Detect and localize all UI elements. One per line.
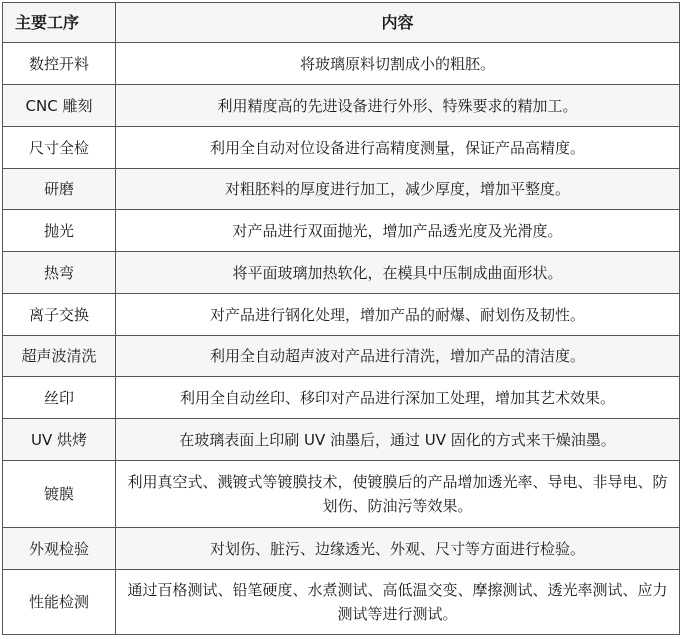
table-row [3,461,680,528]
process-cell: 超声波清洗 [3,336,116,377]
table-row [3,169,680,210]
process-cell: UV 烘烤 [3,419,116,461]
content-cell: 对产品进行钢化处理，增加产品的耐爆、耐划伤及韧性。 [116,294,680,336]
table-row [3,252,680,294]
process-cell: 抛光 [3,210,116,252]
table-row [3,528,680,570]
header-content: 内容 [116,3,680,43]
header-process: 主要工序 [3,3,116,43]
table-row [3,377,680,419]
process-table [2,2,680,635]
table-row [3,127,680,169]
content-cell: 对划伤、脏污、边缘透光、外观、尺寸等方面进行检验。 [116,528,680,570]
table-row [3,336,680,377]
content-cell: 在玻璃表面上印刷 UV 油墨后，通过 UV 固化的方式来干燥油墨。 [116,419,680,461]
process-cell: 离子交换 [3,294,116,336]
process-cell: 镀膜 [3,461,116,528]
content-cell: 通过百格测试、铅笔硬度、水煮测试、高低温交变、摩擦测试、透光率测试、应力测试等进行测试。 [116,570,680,635]
content-cell: 将玻璃原料切割成小的粗胚。 [116,43,680,85]
process-cell: CNC 雕刻 [3,85,116,127]
table-row [3,43,680,85]
content-cell: 利用精度高的先进设备进行外形、特殊要求的精加工。 [116,85,680,127]
content-cell: 对粗胚料的厚度进行加工，减少厚度，增加平整度。 [116,169,680,210]
table-header-row [3,3,680,43]
content-cell: 利用全自动丝印、移印对产品进行深加工处理，增加其艺术效果。 [116,377,680,419]
table-row [3,570,680,635]
table-row [3,85,680,127]
content-cell: 利用全自动超声波对产品进行清洗，增加产品的清洁度。 [116,336,680,377]
process-cell: 性能检测 [3,570,116,635]
content-cell: 利用全自动对位设备进行高精度测量，保证产品高精度。 [116,127,680,169]
process-cell: 外观检验 [3,528,116,570]
content-cell: 对产品进行双面抛光，增加产品透光度及光滑度。 [116,210,680,252]
process-cell: 丝印 [3,377,116,419]
table-row [3,419,680,461]
table-row [3,294,680,336]
process-cell: 尺寸全检 [3,127,116,169]
content-cell: 将平面玻璃加热软化，在模具中压制成曲面形状。 [116,252,680,294]
table-row [3,210,680,252]
content-cell: 利用真空式、溅镀式等镀膜技术，使镀膜后的产品增加透光率、导电、非导电、防划伤、防油污等效果。 [116,461,680,528]
process-cell: 数控开料 [3,43,116,85]
process-cell: 研磨 [3,169,116,210]
process-cell: 热弯 [3,252,116,294]
